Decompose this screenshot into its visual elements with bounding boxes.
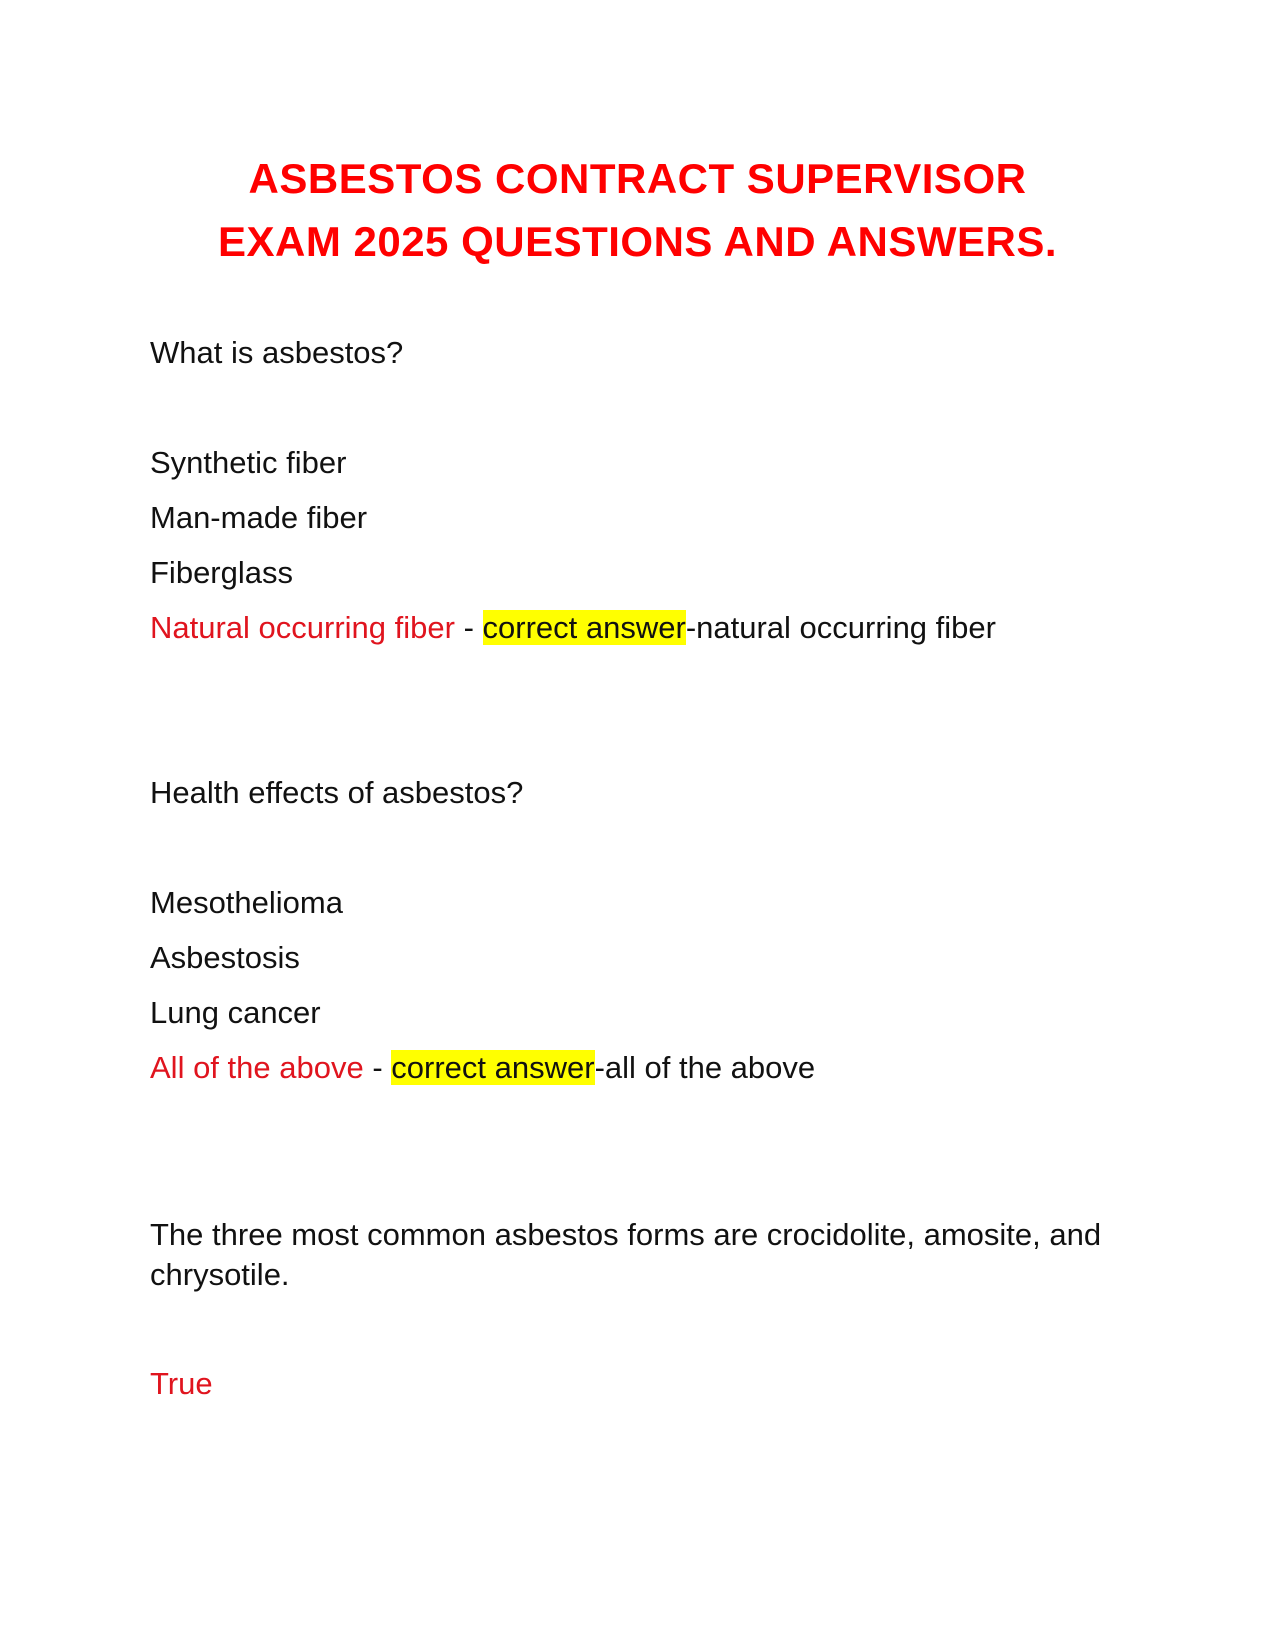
- question-1-answer-value: -natural occurring fiber: [685, 610, 996, 645]
- answer-separator: -: [454, 610, 483, 645]
- question-1-option-2: Man-made fiber: [150, 500, 368, 535]
- question-1-correct-choice: Natural occurring fiber: [150, 610, 455, 645]
- question-2-option-1: Mesothelioma: [150, 885, 343, 920]
- question-2-answer-line: [150, 1048, 815, 1088]
- question-3-prompt: The three most common asbestos forms are crocidolite, amosite, and chrysotile.: [150, 1217, 1102, 1292]
- question-2-correct-choice: All of the above: [150, 1050, 364, 1085]
- question-3-correct-choice: True: [150, 1366, 213, 1401]
- question-2-answer-value: -all of the above: [594, 1050, 816, 1085]
- question-2-option-3: Lung cancer: [150, 995, 321, 1030]
- answer-separator: -: [363, 1050, 392, 1085]
- correct-answer-marker: correct answer: [391, 1050, 595, 1085]
- question-1-option-1: Synthetic fiber: [150, 445, 347, 480]
- document-title-line-2: EXAM 2025 QUESTIONS AND ANSWERS.: [217, 218, 1058, 265]
- question-2-option-2: Asbestosis: [150, 940, 300, 975]
- question-1-prompt: What is asbestos?: [150, 335, 404, 370]
- question-1-answer-line: [150, 608, 996, 648]
- question-2-prompt: Health effects of asbestos?: [150, 775, 524, 810]
- correct-answer-marker: correct answer: [482, 610, 686, 645]
- question-1-option-3: Fiberglass: [150, 555, 293, 590]
- document-title-line-1: ASBESTOS CONTRACT SUPERVISOR: [248, 155, 1027, 202]
